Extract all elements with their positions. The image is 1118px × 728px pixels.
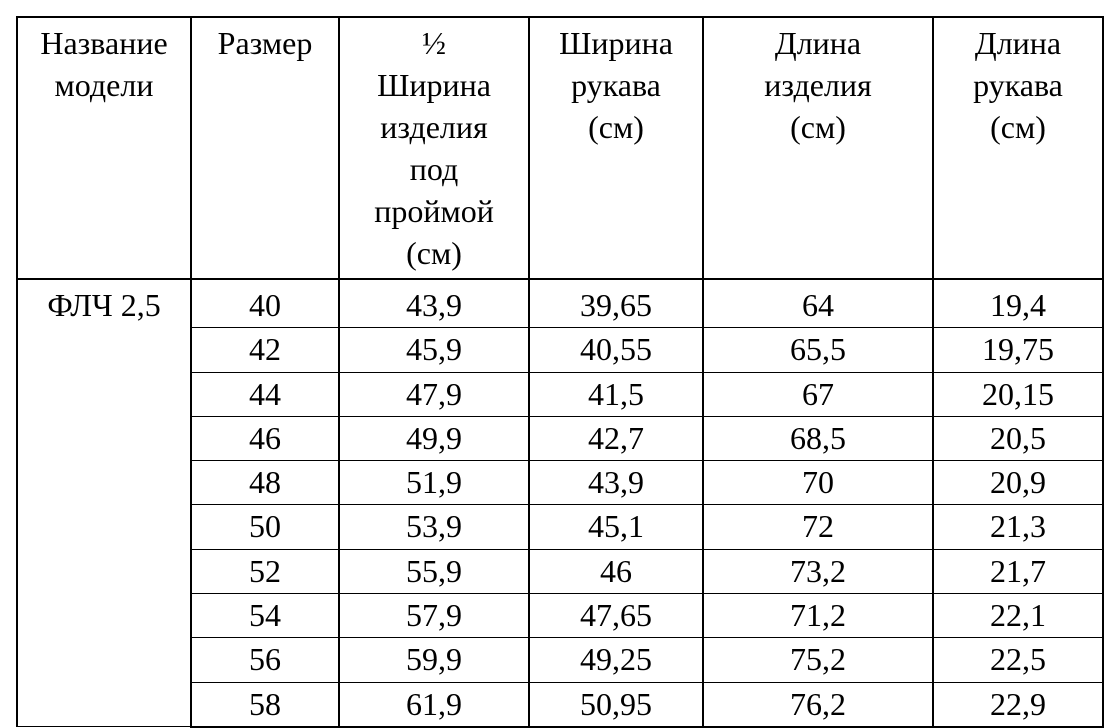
- header-text: рукава: [973, 67, 1063, 103]
- sleeve-width-cell: 41,5: [529, 372, 703, 416]
- sleeve-width-cell: 40,55: [529, 328, 703, 372]
- header-half-chest-width: [339, 17, 529, 279]
- sleeve-length-cell: 21,3: [933, 505, 1103, 549]
- header-sleeve-length: [933, 17, 1103, 279]
- header-text: Название: [40, 25, 168, 61]
- size-table: [16, 16, 1104, 728]
- header-text: Ширина: [377, 67, 491, 103]
- garment-length-cell: 67: [703, 372, 933, 416]
- sleeve-length-cell: 22,9: [933, 682, 1103, 727]
- garment-length-cell: 73,2: [703, 549, 933, 593]
- header-text: проймой: [374, 193, 494, 229]
- half-chest-width-cell: 61,9: [339, 682, 529, 727]
- header-text: (см): [790, 109, 846, 145]
- sleeve-length-cell: 20,9: [933, 461, 1103, 505]
- header-text: Размер: [217, 25, 313, 61]
- half-chest-width-cell: 57,9: [339, 594, 529, 638]
- sleeve-length-cell: 22,5: [933, 638, 1103, 682]
- garment-length-cell: 76,2: [703, 682, 933, 727]
- garment-length-cell: 64: [703, 279, 933, 328]
- sleeve-length-cell: 21,7: [933, 549, 1103, 593]
- sleeve-length-cell: 20,15: [933, 372, 1103, 416]
- sleeve-width-cell: 39,65: [529, 279, 703, 328]
- header-text: изделия: [380, 109, 488, 145]
- header-row: [17, 17, 1103, 279]
- garment-length-cell: 72: [703, 505, 933, 549]
- size-cell: 42: [191, 328, 339, 372]
- half-chest-width-cell: 55,9: [339, 549, 529, 593]
- sleeve-length-cell: 22,1: [933, 594, 1103, 638]
- header-size: [191, 17, 339, 279]
- size-cell: 58: [191, 682, 339, 727]
- size-cell: 56: [191, 638, 339, 682]
- sleeve-length-cell: 20,5: [933, 416, 1103, 460]
- sleeve-width-cell: 49,25: [529, 638, 703, 682]
- sleeve-length-cell: 19,75: [933, 328, 1103, 372]
- header-text: (см): [990, 109, 1046, 145]
- sleeve-width-cell: 43,9: [529, 461, 703, 505]
- half-chest-width-cell: 51,9: [339, 461, 529, 505]
- table-row: [17, 279, 1103, 328]
- header-text: (см): [588, 109, 644, 145]
- sleeve-length-cell: 19,4: [933, 279, 1103, 328]
- half-chest-width-cell: 43,9: [339, 279, 529, 328]
- header-text: под: [409, 151, 459, 187]
- size-cell: 50: [191, 505, 339, 549]
- sleeve-width-cell: 50,95: [529, 682, 703, 727]
- header-text: изделия: [764, 67, 872, 103]
- half-chest-width-cell: 49,9: [339, 416, 529, 460]
- model-name-cell: ФЛЧ 2,5: [17, 279, 191, 727]
- header-text: рукава: [571, 67, 661, 103]
- header-garment-length: [703, 17, 933, 279]
- garment-length-cell: 68,5: [703, 416, 933, 460]
- header-text: ½: [422, 25, 446, 61]
- garment-length-cell: 65,5: [703, 328, 933, 372]
- half-chest-width-cell: 53,9: [339, 505, 529, 549]
- garment-length-cell: 75,2: [703, 638, 933, 682]
- header-text: Длина: [774, 25, 862, 61]
- sleeve-width-cell: 42,7: [529, 416, 703, 460]
- size-cell: 54: [191, 594, 339, 638]
- table-body: [17, 279, 1103, 727]
- half-chest-width-cell: 45,9: [339, 328, 529, 372]
- size-cell: 46: [191, 416, 339, 460]
- header-model-name: [17, 17, 191, 279]
- sleeve-width-cell: 47,65: [529, 594, 703, 638]
- size-cell: 48: [191, 461, 339, 505]
- sleeve-width-cell: 45,1: [529, 505, 703, 549]
- garment-length-cell: 71,2: [703, 594, 933, 638]
- size-cell: 44: [191, 372, 339, 416]
- size-cell: 52: [191, 549, 339, 593]
- sleeve-width-cell: 46: [529, 549, 703, 593]
- half-chest-width-cell: 47,9: [339, 372, 529, 416]
- half-chest-width-cell: 59,9: [339, 638, 529, 682]
- header-sleeve-width: [529, 17, 703, 279]
- header-text: (см): [406, 235, 462, 271]
- garment-length-cell: 70: [703, 461, 933, 505]
- header-text: Ширина: [559, 25, 673, 61]
- header-text: Длина: [974, 25, 1062, 61]
- header-text: модели: [54, 67, 154, 103]
- size-cell: 40: [191, 279, 339, 328]
